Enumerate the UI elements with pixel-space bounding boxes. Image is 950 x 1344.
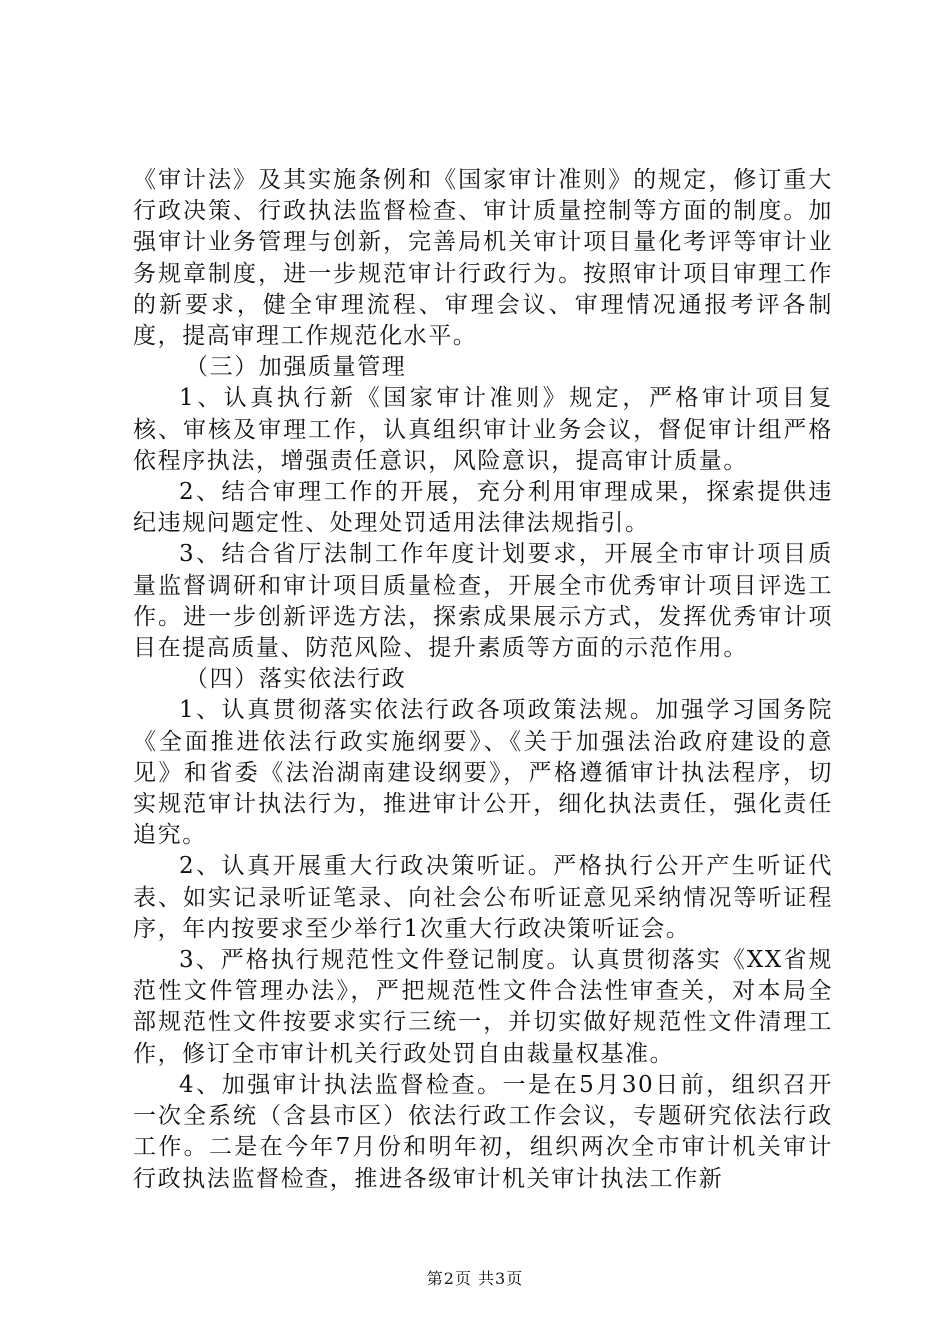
section-heading-3: （三）加强质量管理 — [185, 354, 407, 381]
body-paragraph: 1、认真执行新《国家审计准则》规定，严格审计项目复核、审核及审理工作，认真组织审计业务会议，督促审计组严格依程序执法，增强责任意识，风险意识，提高审计质量。 — [133, 385, 833, 474]
body-paragraph: 3、严格执行规范性文件登记制度。认真贯彻落实《XX省规范性文件管理办法》，严把规范性文件合法性审查关，对本局全部规范性文件按要求实行三统一，并切实做好规范性文件清理工作，修订全市审计机关行政处罚自由裁量权基准。 — [133, 947, 833, 1067]
page-footer: 第2页 共3页 — [426, 1269, 524, 1288]
body-paragraph: 《审计法》及其实施条例和《国家审计准则》的规定，修订重大行政决策、行政执法监督检查、审计质量控制等方面的制度。加强审计业务管理与创新，完善局机关审计项目量化考评等审计业务规章制度，进一步规范审计行政行为。按照审计项目审理工作的新要求，健全审理流程、审理会议、审理情况通报考评各制度，提高审理工作规范化水平。 — [133, 167, 833, 350]
body-paragraph: 4、加强审计执法监督检查。一是在5月30日前，组织召开一次全系统（含县市区）依法行政工作会议，专题研究依法行政工作。二是在今年7月份和明年初，组织两次全市审计机关审计行政执法监督检查，推进各级审计机关审计执法工作新 — [133, 1071, 833, 1192]
body-paragraph: 2、结合审理工作的开展，充分利用审理成果，探索提供违纪违规问题定性、处理处罚适用法律法规指引。 — [133, 479, 833, 537]
document-body — [133, 165, 833, 1195]
body-paragraph: 2、认真开展重大行政决策听证。严格执行公开产生听证代表、如实记录听证笔录、向社会公布听证意见采纳情况等听证程序，年内按要求至少举行1次重大行政决策听证会。 — [133, 853, 833, 942]
body-paragraph: 3、结合省厅法制工作年度计划要求，开展全市审计项目质量监督调研和审计项目质量检查，开展全市优秀审计项目评选工作。进一步创新评选方法，探索成果展示方式，发挥优秀审计项目在提高质量、防范风险、提升素质等方面的示范作用。 — [133, 541, 833, 662]
body-paragraph: 1、认真贯彻落实依法行政各项政策法规。加强学习国务院《全面推进依法行政实施纲要》、《关于加强法治政府建设的意见》和省委《法治湖南建设纲要》，严格遵循审计执法程序，切实规范审计执法行为，推进审计公开，细化执法责任，强化责任追究。 — [133, 697, 833, 849]
section-heading-4: （四）落实依法行政 — [185, 666, 407, 693]
